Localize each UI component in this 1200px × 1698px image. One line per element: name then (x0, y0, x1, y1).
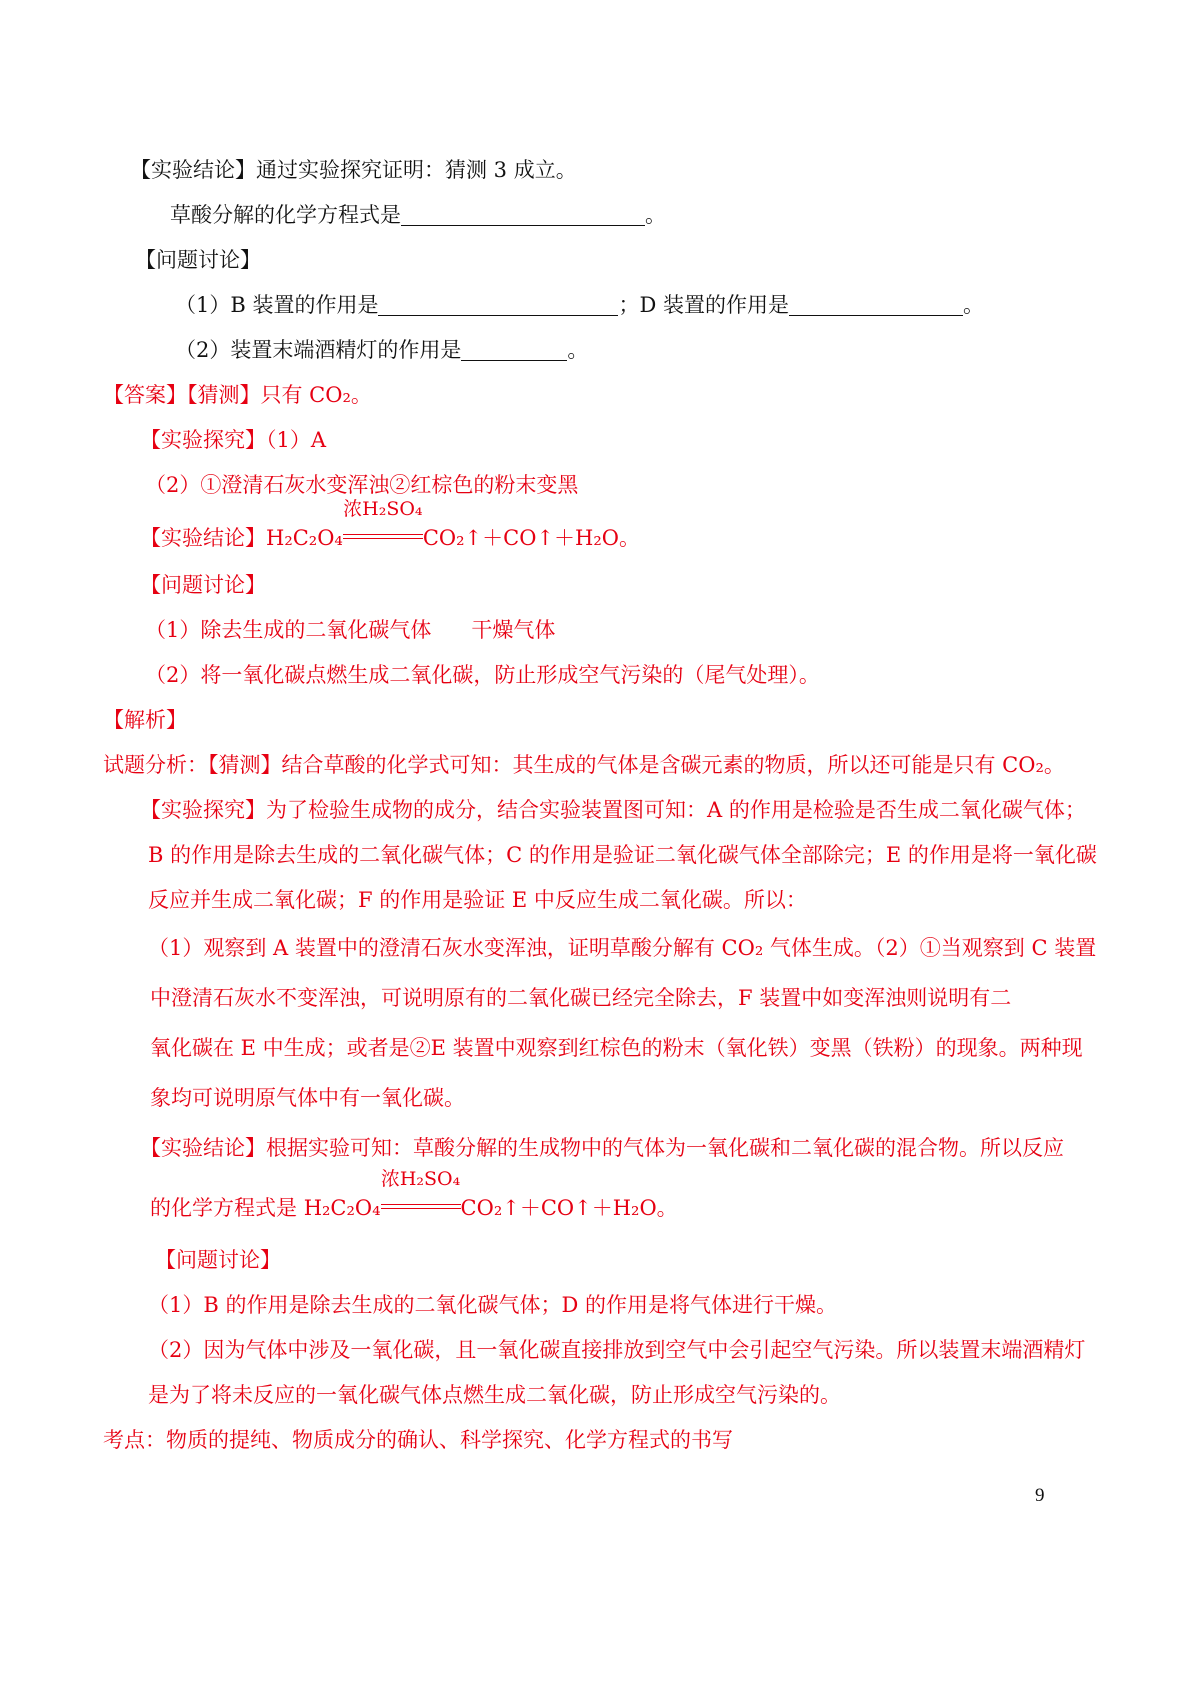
analysis-line-9: 【实验结论】根据实验可知：草酸分解的生成物中的气体为一氧化碳和二氧化碳的混合物。所以反应 (140, 1136, 1064, 1160)
analysis-line-7: 氧化碳在 E 中生成；或者是②E 装置中观察到红棕色的粉末（氧化铁）变黑（铁粉）的现象。两种现 (150, 1036, 1083, 1060)
analysis-equation-line (150, 1168, 678, 1223)
analysis-discussion-2b: 是为了将未反应的一氧化碳气体点燃生成二氧化碳，防止形成空气污染的。 (148, 1383, 841, 1407)
equation-prompt-line (170, 200, 666, 230)
analysis-line-2: 【实验探究】为了检验生成物的成分，结合实验装置图可知：A 的作用是检验是否生成二氧化碳气体； (140, 798, 1086, 822)
question-1-end: 。 (962, 293, 984, 317)
equation-prompt-end: 。 (645, 203, 666, 227)
question-2-end: 。 (567, 338, 589, 362)
conclusion-line: 【实验结论】通过实验探究证明：猜测 3 成立。 (130, 158, 577, 182)
equation-answer-blank (401, 203, 645, 226)
answer-eq-reactant: H₂C₂O₄ (266, 526, 343, 550)
answer-discussion-1 (145, 615, 555, 645)
d-device-blank (789, 293, 963, 316)
analysis-line-6: 中澄清石灰水不变浑浊，可说明原有的二氧化碳已经完全除去，F 装置中如变浑浊则说明有二 (150, 986, 1012, 1010)
answer-line-2: 【实验探究】（1）A (140, 428, 327, 452)
analysis-discussion-1: （1）B 的作用是除去生成的二氧化碳气体；D 的作用是将气体进行干燥。 (148, 1293, 837, 1317)
analysis-kaodian: 考点：物质的提纯、物质成分的确认、科学探究、化学方程式的书写 (103, 1428, 733, 1452)
analysis-eq-prefix: 的化学方程式是 (150, 1196, 304, 1220)
analysis-discussion-heading: 【问题讨论】 (155, 1248, 281, 1272)
question-1-part1: （1）B 装置的作用是 (175, 293, 379, 317)
answer-eq-arrow (343, 498, 423, 553)
analysis-heading: 【解析】 (103, 708, 187, 732)
answer-eq-condition: 浓H₂SO₄ (343, 498, 423, 520)
analysis-line-1: 试题分析：【猜测】结合草酸的化学式可知：其生成的气体是含碳元素的物质，所以还可能是只有 CO₂。 (103, 753, 1065, 777)
analysis-eq-arrow (380, 1168, 461, 1223)
answer-conclusion-label: 【实验结论】 (140, 526, 266, 550)
analysis-eq-products: CO₂↑＋CO↑＋H₂O。 (460, 1196, 678, 1220)
analysis-eq-condition: 浓H₂SO₄ (380, 1168, 461, 1190)
equation-prompt: 草酸分解的化学方程式是 (170, 203, 401, 227)
question-1-line (175, 290, 984, 320)
page-number: 9 (1035, 1485, 1045, 1506)
answer-discussion-2: （2）将一氧化碳点燃生成二氧化碳，防止形成空气污染的（尾气处理）。 (145, 663, 820, 687)
answer-equation-line (140, 498, 640, 553)
answer-line-1: 【答案】【猜测】只有 CO₂。 (103, 383, 372, 407)
question-2-line (175, 335, 588, 365)
analysis-line-5: （1）观察到 A 装置中的澄清石灰水变浑浊，证明草酸分解有 CO₂ 气体生成。（2）①当观察到 C 装置 (148, 936, 1097, 960)
lamp-purpose-blank (461, 338, 567, 361)
analysis-line-4: 反应并生成二氧化碳；F 的作用是验证 E 中反应生成二氧化碳。所以： (148, 888, 807, 912)
discussion-heading: 【问题讨论】 (135, 248, 261, 272)
analysis-line-8: 象均可说明原气体中有一氧化碳。 (150, 1086, 465, 1110)
analysis-line-3: B 的作用是除去生成的二氧化碳气体；C 的作用是验证二氧化碳气体全部除完；E 的作用是将一氧化碳 (148, 843, 1097, 867)
answer-line-3: （2）①澄清石灰水变浑浊②红棕色的粉末变黑 (145, 473, 579, 497)
question-2-part1: （2）装置末端酒精灯的作用是 (175, 338, 462, 362)
answer-d1-b: 干燥气体 (471, 618, 556, 642)
analysis-discussion-2a: （2）因为气体中涉及一氧化碳，且一氧化碳直接排放到空气中会引起空气污染。所以装置末端酒精灯 (148, 1338, 1086, 1362)
answer-eq-products: CO₂↑＋CO↑＋H₂O。 (422, 526, 640, 550)
analysis-eq-reactant: H₂C₂O₄ (303, 1196, 381, 1220)
b-device-blank (378, 293, 618, 316)
question-1-separator: ；D 装置的作用是 (618, 293, 789, 317)
answer-discussion-heading: 【问题讨论】 (140, 573, 266, 597)
answer-d1-a: （1）除去生成的二氧化碳气体 (145, 618, 432, 642)
